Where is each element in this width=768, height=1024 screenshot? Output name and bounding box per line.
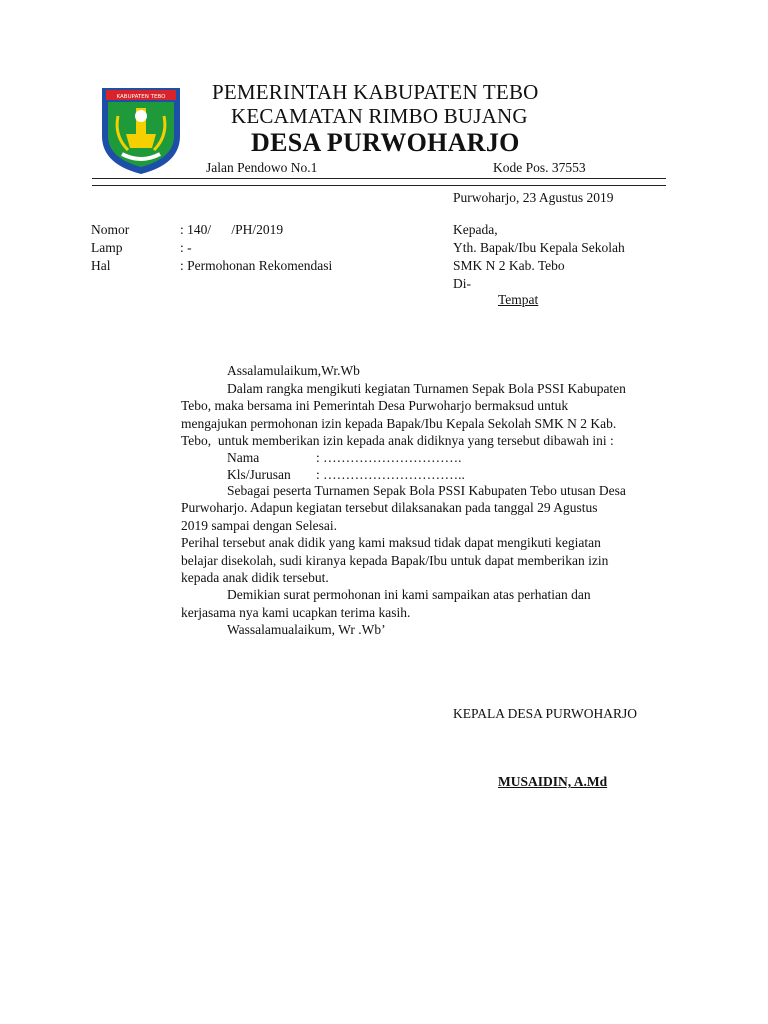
- p2-line-3: 2019 sampai dengan Selesai.: [181, 517, 337, 533]
- letterhead-postcode: Kode Pos. 37553: [493, 160, 586, 175]
- p3-line-3: kepada anak didik tersebut.: [181, 570, 329, 586]
- nomor-label: Nomor: [91, 222, 130, 237]
- kls-value: : …………………………..: [316, 467, 465, 482]
- letterhead-address: Jalan Pendowo No.1: [206, 160, 318, 175]
- recipient-line-4: Di-: [453, 276, 471, 291]
- lamp-value: : -: [180, 240, 192, 255]
- closing: Wassalamualaikum, Wr .Wb’: [227, 622, 386, 638]
- p2-line-1: Sebagai peserta Turnamen Sepak Bola PSSI Kabupaten Tebo utusan Desa: [227, 483, 626, 498]
- nama-value: : ………………………….: [316, 450, 462, 465]
- hal-label: Hal: [91, 258, 111, 273]
- letterhead-line-2: KECAMATAN RIMBO BUJANG: [231, 104, 528, 128]
- letterhead-village-name: DESA PURWOHARJO: [251, 128, 520, 157]
- signature-name: MUSAIDIN, A.Md: [498, 774, 608, 789]
- letterhead-double-rule: [92, 178, 666, 186]
- paragraph-2: [181, 482, 678, 639]
- paragraph-1: [181, 380, 678, 450]
- p3-line-1: Perihal tersebut anak didik yang kami maksud tidak dapat mengikuti kegiatan: [181, 535, 601, 551]
- recipient-line-1: Kepada,: [453, 222, 498, 237]
- p1-line-2: Tebo, maka bersama ini Pemerintah Desa Purwoharjo bermaksud untuk: [181, 398, 569, 414]
- signature-title: KEPALA DESA PURWOHARJO: [453, 706, 638, 721]
- p4-line-2: kerjasama nya kami ucapkan terima kasih.: [181, 604, 411, 620]
- letter-date: Purwoharjo, 23 Agustus 2019: [453, 190, 614, 205]
- p1-line-3: mengajukan permohonan izin kepada Bapak/Ibu Kepala Sekolah SMK N 2 Kab.: [181, 415, 617, 431]
- recipient-line-2: Yth. Bapak/Ibu Kepala Sekolah: [453, 240, 625, 255]
- hal-value: : Permohonan Rekomendasi: [180, 258, 333, 273]
- recipient-place: Tempat: [498, 292, 539, 307]
- p4-line-1: Demikian surat permohonan ini kami sampaikan atas perhatian dan: [227, 587, 591, 603]
- nomor-value: : 140/ /PH/2019: [180, 222, 284, 237]
- nama-label: Nama: [227, 450, 260, 465]
- recipient-line-3: SMK N 2 Kab. Tebo: [453, 258, 565, 273]
- p1-line-1: Dalam rangka mengikuti kegiatan Turnamen Sepak Bola PSSI Kabupaten: [227, 381, 626, 396]
- letterhead-line-1: PEMERINTAH KABUPATEN TEBO: [212, 80, 539, 104]
- p1-line-4: Tebo, untuk memberikan izin kepada anak didiknya yang tersebut dibawah ini :: [181, 433, 614, 449]
- logo-banner-text: KABUPATEN TEBO: [116, 94, 166, 100]
- lamp-label: Lamp: [91, 240, 123, 255]
- kls-label: Kls/Jurusan: [227, 467, 291, 482]
- coat-of-arms-icon: [96, 80, 186, 176]
- regency-logo: [96, 80, 186, 176]
- p2-line-2: Purwoharjo. Adapun kegiatan tersebut dilaksanakan pada tanggal 29 Agustus: [181, 500, 598, 516]
- greeting: Assalamulaikum,Wr.Wb: [227, 363, 360, 378]
- p3-line-2: belajar disekolah, sudi kiranya kepada Bapak/Ibu untuk dapat memberikan izin: [181, 552, 609, 568]
